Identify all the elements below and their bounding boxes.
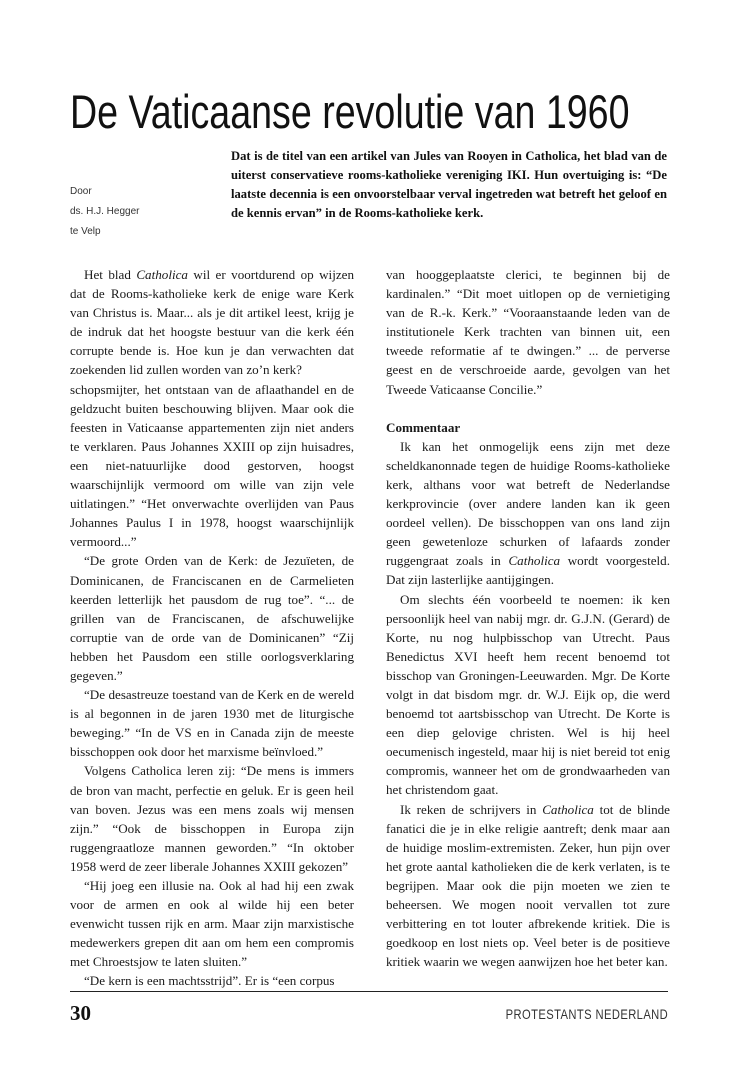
- right-column: [386, 265, 670, 971]
- paragraph: “De grote Orden van de Kerk: de Jezuïeten, de Dominicanen, de Franciscanen en de Carmelieten keerden letterlijk het pausdom de rug toe”. “... de grillen van de Franciscanen, de afschuwelijke corruptie van de orde van de Dominicanen” “Zij hebben het Pausdom een stille oorlogsverklaring gegeven.”: [70, 553, 354, 683]
- paragraph: “Hij joeg een illusie na. Ook al had hij een zwak voor de armen en ook al wilde hij een beter evenwicht tussen rijk en arm. Maar zijn marxistische medewerkers grepen dit aan om hem een compromis met Chroestsjow te laten sluiten.”: [70, 878, 354, 970]
- paragraph: “De kern is een machtsstrijd”. Er is “een corpus: [84, 973, 335, 989]
- paragraph: Ik reken de schrijvers in Catholica tot de blinde fanatici die je in elke religie aantreft; denk maar aan de huidige moslim-extremisten. Zeker, hun pijn over het grote aantal katholieken die de kerk verlaten, is te begrijpen. Maar ook die pijn moeten we zien te beheersen. We mogen nooit vervallen tot zure verbittering en tot louter afbrekende kritiek. Die is goedkoop en lost niets op. Veel beter is de positieve kritiek waarin we wegen aanwijzen hoe het beter kan.: [386, 801, 670, 970]
- page-number: 30: [70, 1001, 91, 1025]
- paragraph: van hooggeplaatste clerici, te beginnen bij de kardinalen.” “Dit moet uitlopen op de vernietiging van de R.-k. Kerk.” “Vooraanstaande leden van de institutionele Kerk trachten van binnen uit, een tweede reformatie af te dwingen.” ... de perverse geest en de verschroeide aarde, gevolgen van het Tweede Vaticaanse Concilie.”: [386, 267, 670, 397]
- article-title: De Vaticaanse revolutie van 1960: [70, 85, 630, 138]
- byline-author: ds. H.J. Hegger: [70, 206, 140, 217]
- paragraph: Ik kan het onmogelijk eens zijn met deze scheldkanonnade tegen de huidige Rooms-katholieke kerk, althans voor wat betreft de Nederlandse kerkprovincie (over andere landen kan ik geen oordeel vellen). De bisschoppen van ons land zijn geen gewetenloze schurken of lafaards zonder ruggengraat zoals in Catholica wordt voorgesteld. Dat zijn lasterlijke aantijgingen.: [386, 438, 670, 588]
- paragraph: schopsmijter, het ontstaan van de aflaathandel en de geldzucht buiten beschouwing blijven. Maar ook die feesten in Vaticaanse appartementen zijn niet anders te verklaren. Paus Johannes XXIII op zijn huisadres, een niet-natuurlijke dood gestorven, hoogst waarschijnlijk vermoord om wille van zijn vele uitlatingen.” “Het onverwachte overlijden van Paus Johannes Paulus I in 1978, hoogst waarschijnlijk vermoord...”: [70, 381, 354, 550]
- paragraph: Volgens Catholica leren zij: “De mens is immers de bron van macht, perfectie en geluk. Er is geen heil van boven. Jezus was een mens zoals wij mensen zijn.” “Ook de bisschoppen in Europa zijn ruggengraatloze mannen geworden.” “In oktober 1958 werd de zeer liberale Johannes XXIII gekozen”: [70, 763, 354, 874]
- article-lead: Dat is de titel van een artikel van Jules van Rooyen in Catholica, het blad van de uiterst conservatieve rooms-katholieke vereniging IKI. Hun overtuiging is: “De laatste decennia is een onvoorstelbaar verval ingetreden wat betreft het geloof en de kennis ervan” in de Rooms-katholieke kerk.: [231, 149, 667, 220]
- paragraph: “De desastreuze toestand van de Kerk en de wereld is al begonnen in de jaren 1930 met de liturgische beweging.” “In de VS en in Canada zijn de meeste bisschoppen ook door het marxisme beïnvloed.”: [70, 687, 354, 760]
- left-column: [70, 265, 354, 991]
- paragraph: Om slechts één voorbeeld te noemen: ik ken persoonlijk heel van nabij mgr. dr. G.J.N. (Gerard) de Korte, nu nog hulpbisschop van Utrecht. Paus Benedictus XVI heeft hem recent benoemd tot bisschop van Groningen-Leeuwarden. Mgr. De Korte volgt in dat bisdom mgr. dr. W.J. Eijk op, die werd benoemd tot aartsbisschop van Utrecht. De Korte is een diep gelovige christen. Wel is hij heel oecumenisch ingesteld, maar hij is niet bereid tot enig compromis, wanneer het om de grondwaarheden van het christendom gaat.: [386, 591, 670, 798]
- paragraph: Het blad Catholica wil er voortdurend op wijzen dat de Rooms-katholieke kerk de enige ware Kerk van Christus is. Maar... als je dit artikel leest, krijg je de indruk dat het hoogste bestuur van die kerk één corrupte bende is. Hoe kun je dan verwachten dat zoekenden lid zullen worden van zo’n kerk?: [70, 267, 355, 378]
- byline-location: te Velp: [70, 226, 101, 237]
- byline-line: Door: [70, 186, 92, 197]
- section-heading: Commentaar: [386, 419, 461, 435]
- byline: [70, 182, 210, 242]
- publication-name: PROTESTANTS NEDERLAND: [505, 1006, 668, 1022]
- footer-divider: [70, 991, 668, 992]
